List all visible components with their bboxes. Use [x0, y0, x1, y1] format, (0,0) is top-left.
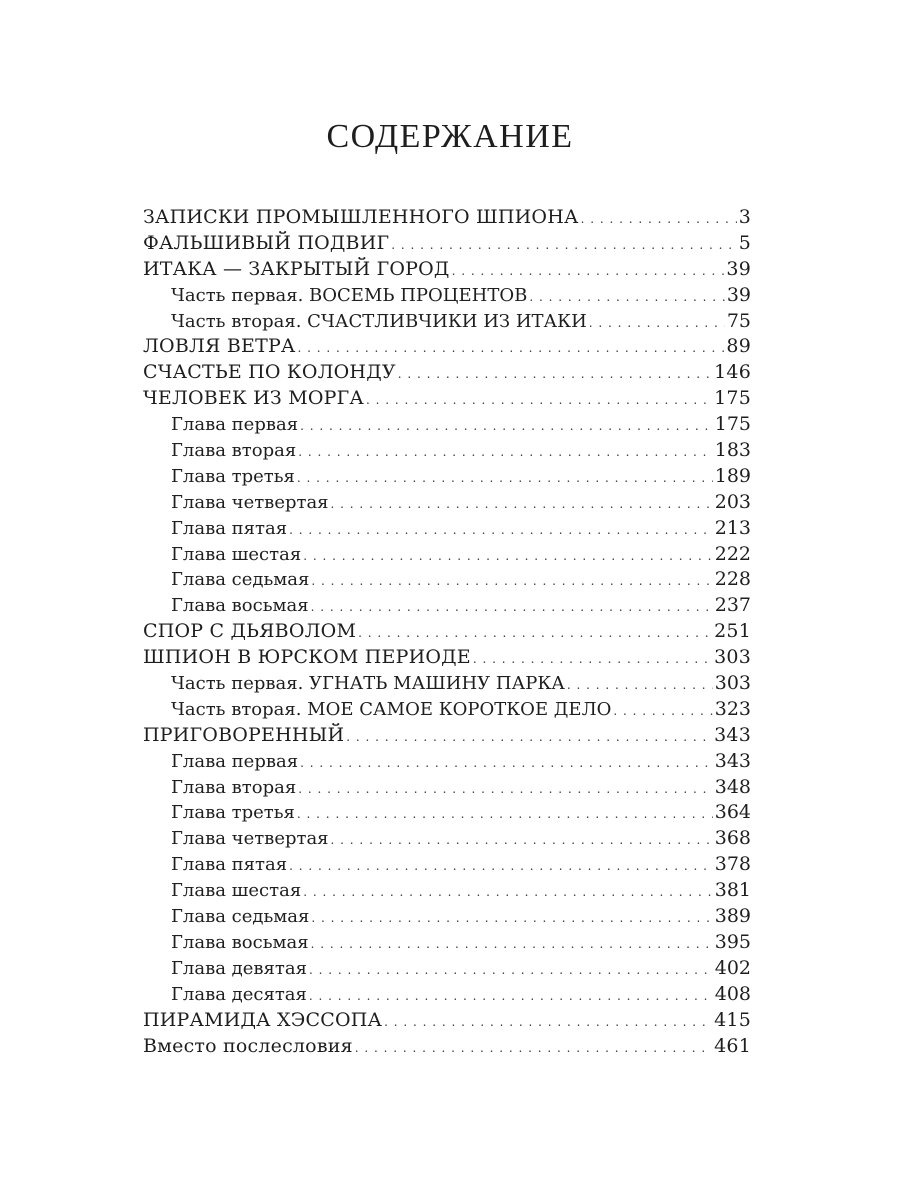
toc-entry-page-number: 39: [726, 283, 751, 306]
toc-entry-page-number: 378: [714, 853, 751, 876]
toc-entry-title: СПОР С ДЬЯВОЛОМ: [143, 620, 357, 643]
toc-entry-title: Глава девятая: [171, 957, 307, 979]
toc-entry: [143, 490, 751, 516]
toc-entry: [143, 1008, 751, 1034]
toc-entry-title: Глава восьмая: [171, 595, 309, 617]
toc-entry-title: Глава пятая: [171, 517, 288, 539]
toc-entry-title: Глава третья: [171, 802, 295, 824]
toc-entry-title: ШПИОН В ЮРСКОМ ПЕРИОДЕ: [143, 646, 471, 669]
toc-entry: [143, 334, 751, 360]
toc-entry-page-number: 213: [714, 516, 751, 539]
toc-entry-title: ЛОВЛЯ ВЕТРА: [143, 335, 296, 358]
dot-leader: [311, 569, 712, 595]
toc-entry: [143, 956, 751, 982]
toc-entry-title: Часть первая. ВОСЕМЬ ПРОЦЕНТОВ: [171, 284, 528, 306]
toc-entry-page-number: 381: [714, 879, 751, 902]
toc-entry-title: Глава третья: [171, 465, 295, 487]
dot-leader: [298, 336, 725, 362]
dot-leader: [298, 440, 713, 466]
dot-leader: [398, 362, 712, 388]
toc-entry-title: ПРИГОВОРЕННЫЙ: [143, 723, 345, 746]
toc-entry-page-number: 415: [714, 1008, 751, 1031]
toc-entry-title: Глава пятая: [171, 854, 288, 876]
page-title: СОДЕРЖАНИЕ: [326, 118, 574, 155]
dot-leader: [331, 492, 713, 518]
dot-leader: [346, 725, 712, 751]
toc-entry: [143, 438, 751, 464]
toc-entry-page-number: 389: [714, 905, 751, 928]
toc-entry-page-number: 323: [714, 697, 751, 720]
toc-entry-title: Часть первая. УГНАТЬ МАШИНУ ПАРКА: [171, 673, 565, 695]
dot-leader: [311, 932, 713, 958]
toc-entry-title: ЗАПИСКИ ПРОМЫШЛЕННОГО ШПИОНА: [143, 206, 579, 228]
toc-entry: [143, 231, 751, 257]
toc-entry-title: Глава вторая: [171, 776, 297, 798]
toc-entry-title: ФАЛЬШИВЫЙ ПОДВИГ: [143, 231, 390, 254]
dot-leader: [391, 233, 736, 259]
dot-leader: [331, 828, 713, 854]
table-of-contents: [143, 205, 751, 1059]
dot-leader: [297, 466, 713, 492]
dot-leader: [452, 259, 725, 285]
toc-entry: [143, 852, 751, 878]
toc-entry-page-number: 303: [714, 646, 751, 669]
toc-entry: [143, 257, 751, 283]
toc-entry-page-number: 146: [714, 361, 751, 384]
toc-entry-page-number: 89: [726, 335, 751, 358]
toc-entry-page-number: 303: [714, 672, 751, 695]
dot-leader: [366, 388, 712, 414]
toc-entry: [143, 516, 751, 542]
toc-entry-page-number: 348: [714, 775, 751, 798]
toc-entry: [143, 904, 751, 930]
dot-leader: [581, 207, 737, 233]
toc-entry-title: Глава седьмая: [171, 569, 310, 591]
dot-leader: [303, 880, 713, 906]
toc-entry-page-number: 251: [714, 620, 751, 643]
toc-entry: [143, 309, 751, 335]
dot-leader: [355, 1036, 712, 1062]
toc-entry-title: Глава первая: [171, 750, 299, 772]
toc-entry-page-number: 343: [714, 723, 751, 746]
toc-entry: [143, 723, 751, 749]
toc-entry-title: Глава четвертая: [171, 491, 329, 513]
toc-entry: [143, 593, 751, 619]
dot-leader: [289, 518, 713, 544]
toc-entry-page-number: 368: [714, 827, 751, 850]
toc-entry-page-number: 189: [714, 464, 751, 487]
toc-entry: [143, 982, 751, 1008]
toc-entry-page-number: 395: [714, 930, 751, 953]
toc-entry-title: ИТАКА — ЗАКРЫТЫЙ ГОРОД: [143, 257, 450, 280]
toc-entry: [143, 412, 751, 438]
toc-entry-title: Вместо послесловия: [143, 1034, 353, 1057]
dot-leader: [311, 906, 712, 932]
toc-entry: [143, 775, 751, 801]
dot-leader: [303, 544, 713, 570]
dot-leader: [311, 595, 713, 621]
toc-entry-title: Глава седьмая: [171, 906, 310, 928]
toc-entry-page-number: 461: [714, 1034, 751, 1057]
toc-entry: [143, 671, 751, 697]
toc-entry-title: СЧАСТЬЕ ПО КОЛОНДУ: [143, 361, 396, 384]
dot-leader: [613, 699, 712, 725]
toc-entry: [143, 619, 751, 645]
toc-entry: [143, 464, 751, 490]
dot-leader: [358, 621, 712, 647]
toc-entry: [143, 749, 751, 775]
toc-entry: [143, 567, 751, 593]
dot-leader: [300, 414, 713, 440]
toc-entry-title: Глава первая: [171, 414, 299, 436]
toc-entry-page-number: 237: [714, 594, 751, 617]
toc-entry: [143, 283, 751, 309]
toc-entry-title: ПИРАМИДА ХЭССОПА: [143, 1008, 383, 1031]
dot-leader: [289, 854, 713, 880]
dot-leader: [529, 285, 725, 311]
toc-entry: [143, 930, 751, 956]
toc-entry: [143, 645, 751, 671]
toc-entry: [143, 1034, 751, 1060]
toc-entry: [143, 878, 751, 904]
toc-entry: [143, 542, 751, 568]
toc-entry: [143, 800, 751, 826]
toc-entry-title: Глава шестая: [171, 543, 302, 565]
toc-entry-page-number: 364: [714, 801, 751, 824]
dot-leader: [300, 751, 713, 777]
dot-leader: [473, 647, 712, 673]
dot-leader: [589, 311, 725, 337]
dot-leader: [567, 673, 713, 699]
toc-entry: [143, 826, 751, 852]
toc-entry-page-number: 175: [714, 413, 751, 436]
toc-entry: [143, 205, 751, 231]
toc-entry-title: Глава шестая: [171, 880, 302, 902]
toc-entry-page-number: 75: [726, 309, 751, 332]
toc-entry-page-number: 222: [714, 542, 751, 565]
toc-entry-page-number: 3: [738, 206, 751, 228]
toc-entry-page-number: 408: [714, 982, 751, 1005]
toc-entry-title: Глава десятая: [171, 983, 307, 1005]
toc-entry-title: Глава вторая: [171, 440, 297, 462]
toc-entry-title: Часть вторая. МОЕ САМОЕ КОРОТКОЕ ДЕЛО: [171, 698, 612, 720]
dot-leader: [297, 802, 713, 828]
toc-entry-title: ЧЕЛОВЕК ИЗ МОРГА: [143, 387, 364, 410]
toc-entry-page-number: 183: [714, 439, 751, 462]
toc-entry-title: Часть вторая. СЧАСТЛИВЧИКИ ИЗ ИТАКИ: [171, 310, 587, 332]
toc-entry-page-number: 203: [714, 490, 751, 513]
dot-leader: [309, 958, 713, 984]
toc-entry: [143, 697, 751, 723]
toc-entry-page-number: 5: [738, 231, 751, 254]
toc-entry-page-number: 228: [714, 568, 751, 591]
dot-leader: [309, 984, 713, 1010]
toc-entry: [143, 360, 751, 386]
toc-entry-page-number: 402: [714, 956, 751, 979]
toc-entry-page-number: 175: [714, 387, 751, 410]
toc-entry-title: Глава четвертая: [171, 828, 329, 850]
toc-entry-title: Глава восьмая: [171, 931, 309, 953]
dot-leader: [298, 777, 713, 803]
toc-entry-page-number: 39: [726, 257, 751, 280]
toc-entry: [143, 386, 751, 412]
toc-entry-page-number: 343: [714, 749, 751, 772]
dot-leader: [384, 1010, 712, 1036]
